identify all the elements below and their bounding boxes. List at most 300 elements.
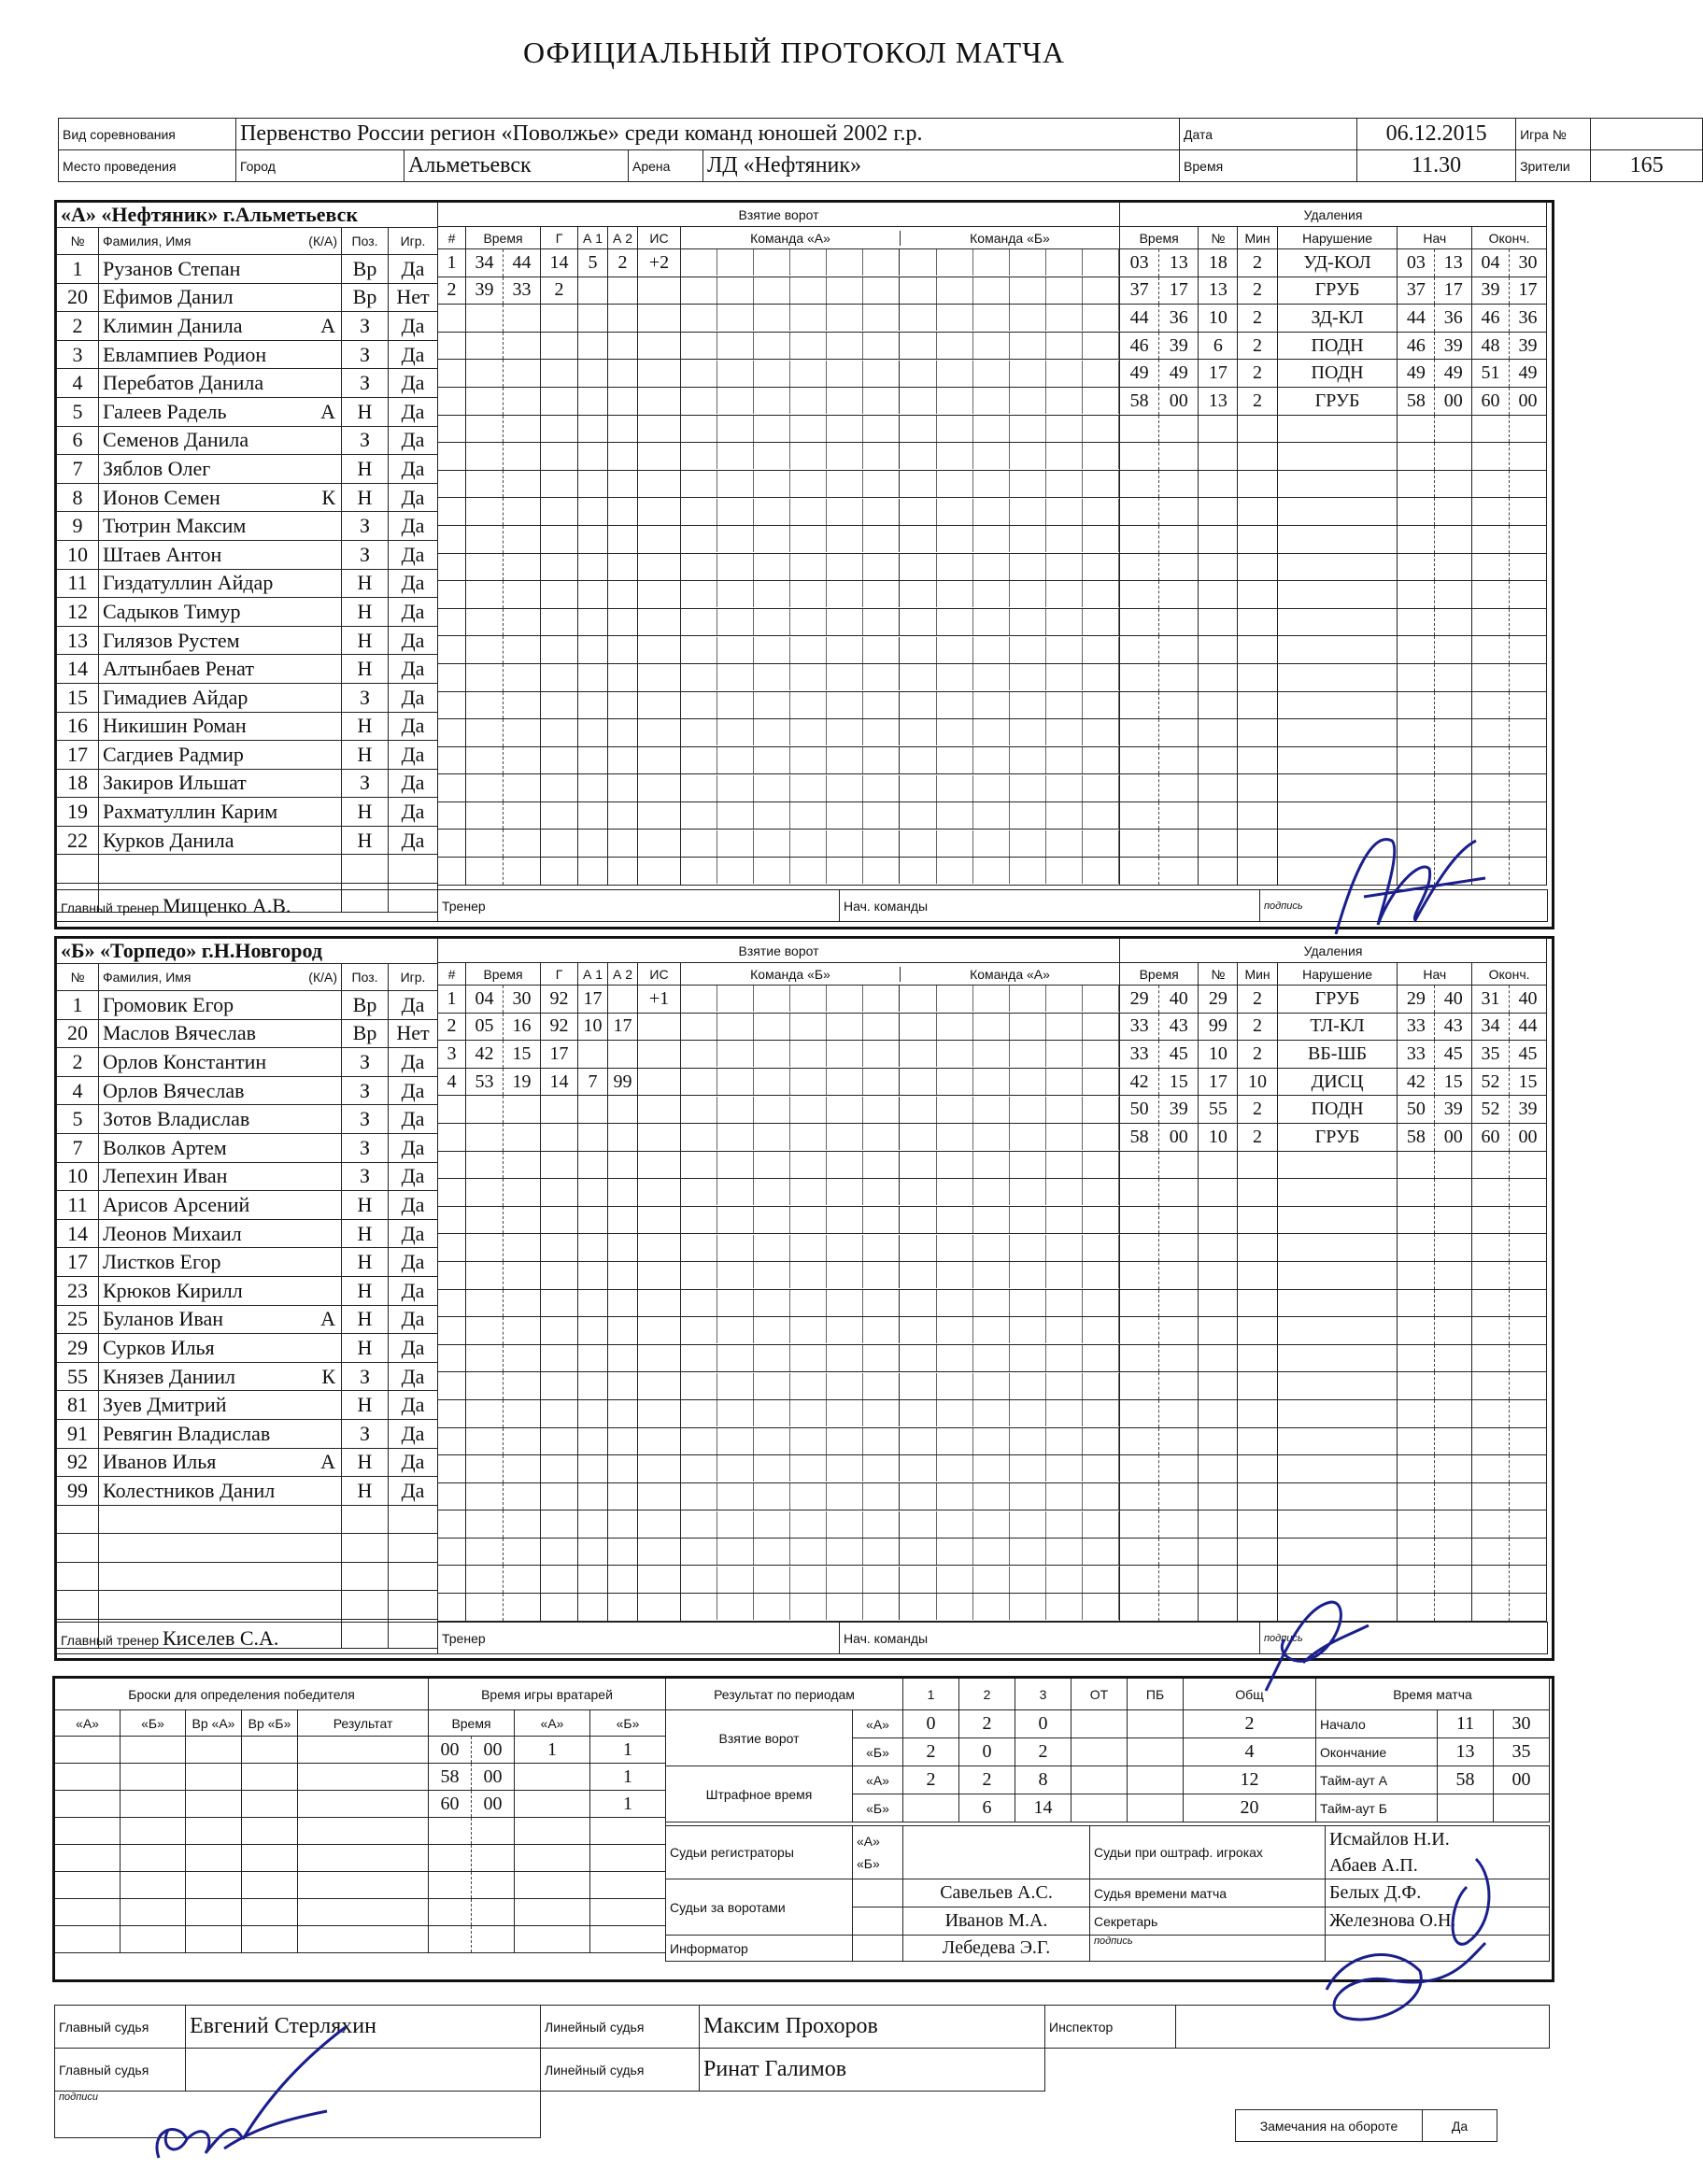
pen-col-min-b: Мин [1238, 963, 1277, 986]
player-number: 92 [57, 1448, 99, 1477]
goal-assist-2 [608, 1206, 638, 1234]
game-value [1591, 119, 1703, 150]
goal-min [466, 498, 504, 526]
pen-player [1199, 498, 1238, 526]
goal-grid-subcell [827, 1428, 863, 1454]
goal-assist-1 [578, 1041, 608, 1069]
pen-start-min [1398, 1372, 1435, 1400]
goal-grid-subcell [937, 747, 973, 773]
pen-min [1120, 1455, 1159, 1483]
main-ref-label-1: Главный судья [55, 2006, 186, 2049]
goal-grid-subcell [900, 333, 936, 359]
player-number: 6 [57, 426, 99, 455]
head-coach-label-a: Главный тренер [61, 900, 159, 915]
goal-assist-1 [578, 1510, 608, 1539]
team-a-penalties [1119, 202, 1547, 886]
goalie-sec: 00 [472, 1737, 515, 1764]
pen-sec [1159, 1427, 1199, 1455]
goal-grid-subcell [681, 1179, 717, 1205]
goal-sec [504, 1096, 541, 1124]
goal-scorer [541, 332, 578, 360]
goal-strength [638, 801, 681, 830]
pen-col-num-b: № [1199, 963, 1238, 986]
place-label: Место проведения [59, 150, 236, 182]
goal-grid-cell [681, 830, 1120, 858]
goal-grid-subcell [863, 692, 900, 718]
goal-grid-subcell [754, 986, 790, 1012]
penalty-row [1120, 1427, 1547, 1455]
player-played: Да [389, 1162, 438, 1191]
player-name: Леонов Михаил [103, 1221, 242, 1245]
officials-sign-label: подпись [1090, 1936, 1326, 1962]
pen-start-sec [1435, 1151, 1472, 1179]
pen-min [1120, 608, 1159, 636]
pen-player: 10 [1199, 305, 1238, 333]
goal-grid-cell [681, 1096, 1120, 1124]
pen-violation: ТЛ-КЛ [1277, 1013, 1398, 1041]
player-name-cell [99, 369, 342, 398]
goal-min [466, 1399, 504, 1427]
pen-start-sec [1435, 415, 1472, 443]
pen-b-label: «Б» [853, 1794, 903, 1822]
goal-grid-subcell [937, 719, 973, 745]
goal-min [466, 608, 504, 636]
pen-start-min [1398, 1206, 1435, 1234]
goal-grid-subcell [1010, 249, 1046, 276]
pen-start-min [1398, 1538, 1435, 1566]
pen-player [1199, 1151, 1238, 1179]
goal-grid-subcell [1046, 1317, 1083, 1343]
player-name: Громовик Егор [103, 992, 234, 1016]
pen-sec [1159, 1261, 1199, 1289]
goal-grid-subcell [973, 664, 1010, 690]
pen-sec [1159, 774, 1199, 802]
pen-sec [1159, 1151, 1199, 1179]
goal-grid-subcell [827, 1567, 863, 1593]
goal-sec [504, 387, 541, 415]
goal-sec [504, 1455, 541, 1483]
goal-grid-subcell [790, 802, 827, 829]
pen-start-min [1398, 1317, 1435, 1345]
goal-grid-subcell [1083, 1179, 1119, 1205]
competition-label: Вид соревнования [59, 119, 236, 150]
pen-end-min [1472, 1317, 1510, 1345]
goal-grid-subcell [937, 1511, 973, 1538]
goal-grid-subcell [754, 664, 790, 690]
goal-grid-cell [681, 1594, 1120, 1622]
goal-grid-subcell [717, 986, 754, 1012]
pen-start-min [1398, 1151, 1435, 1179]
pen-sec [1159, 1455, 1199, 1483]
goal-assist-2 [608, 581, 638, 609]
pen-start-sec [1435, 1344, 1472, 1372]
player-name: Арисов Арсений [103, 1192, 250, 1216]
goal-number [438, 1096, 466, 1124]
goal-grid-subcell [1010, 1097, 1046, 1123]
goal-grid-subcell [1083, 277, 1119, 304]
player-played: Да [389, 340, 438, 369]
goal-grid-subcell [1046, 747, 1083, 773]
pen-min [1120, 774, 1159, 802]
player-name-cell [99, 1534, 342, 1563]
pen-col-start: Нач [1398, 227, 1472, 249]
goal-grid-cell [681, 1013, 1120, 1041]
goals-a-p2: 2 [959, 1710, 1015, 1738]
goal-grid-subcell [1010, 1428, 1046, 1454]
pen-end-min: 52 [1472, 1096, 1510, 1124]
goal-grid-subcell [681, 526, 717, 552]
goalie-b: 1 [590, 1791, 666, 1818]
goal-grid-subcell [1083, 1235, 1119, 1261]
goal-grid-subcell [827, 471, 863, 497]
goal-number [438, 719, 466, 747]
goal-strength [638, 1123, 681, 1151]
pen-min [1120, 553, 1159, 581]
goal-col-team-a: Команда «А» [681, 231, 901, 246]
head-coach-a: Мищенко А.В. [162, 893, 291, 917]
goal-grid-subcell [754, 1428, 790, 1454]
goal-grid-subcell [973, 443, 1010, 469]
pen-min [1120, 663, 1159, 691]
pen-min: 42 [1120, 1068, 1159, 1096]
goal-row [438, 1123, 1120, 1151]
goal-assist-1 [578, 746, 608, 774]
goal-strength [638, 1399, 681, 1427]
goal-grid-subcell [900, 1539, 936, 1565]
pen-duration [1238, 1538, 1277, 1566]
pen-end-min [1472, 1206, 1510, 1234]
pen-min [1120, 636, 1159, 664]
goal-min [466, 1206, 504, 1234]
goal-row [438, 1566, 1120, 1594]
goal-grid-subcell [973, 416, 1010, 442]
player-number: 23 [57, 1276, 99, 1305]
goal-grid-subcell [900, 1594, 936, 1620]
pen-violation: ГРУБ [1277, 387, 1398, 415]
goal-grid-subcell [681, 554, 717, 580]
goal-grid-subcell [717, 1041, 754, 1067]
player-position: Н [342, 1305, 389, 1334]
goal-grid-subcell [863, 443, 900, 469]
pen-min: 37 [1120, 277, 1159, 305]
pen-start-min [1398, 608, 1435, 636]
goal-grid [681, 1400, 1119, 1426]
goal-grid-subcell [681, 1262, 717, 1288]
goal-grid-subcell [937, 1041, 973, 1067]
goal-assist-2 [608, 691, 638, 719]
goal-grid-subcell [1010, 692, 1046, 718]
penalty-row [1120, 443, 1547, 471]
goal-grid-subcell [1046, 802, 1083, 829]
goal-grid-subcell [900, 361, 936, 387]
player-number: 11 [57, 569, 99, 598]
goal-grid-subcell [937, 692, 973, 718]
team-b-goals [437, 938, 1120, 1622]
goal-grid-subcell [717, 1014, 754, 1040]
pen-end-min [1472, 719, 1510, 747]
player-name-cell [99, 626, 342, 655]
goal-grid-subcell [790, 471, 827, 497]
player-number: 14 [57, 1219, 99, 1248]
goal-grid-subcell [1010, 1455, 1046, 1482]
pen-start-sec: 49 [1435, 360, 1472, 388]
goal-grid-subcell [1046, 1290, 1083, 1316]
goal-strength [638, 1344, 681, 1372]
player-played: Да [389, 1448, 438, 1477]
goal-grid-subcell [973, 333, 1010, 359]
goal-grid-subcell [973, 388, 1010, 414]
pen-sec [1159, 858, 1199, 886]
pen-end-min [1472, 608, 1510, 636]
goal-grid-subcell [973, 554, 1010, 580]
penalty-row [1120, 1289, 1547, 1317]
pen-violation [1277, 415, 1398, 443]
pen-sec [1159, 1344, 1199, 1372]
goal-assist-2 [608, 277, 638, 305]
goal-grid-subcell [1083, 986, 1119, 1012]
table-row [57, 1362, 438, 1391]
player-name-cell [99, 712, 342, 741]
goal-assist-1 [578, 691, 608, 719]
col-ka: (К/А) [308, 234, 337, 248]
goal-grid-subcell [937, 1124, 973, 1150]
player-position [342, 1591, 389, 1620]
player-name-cell [99, 991, 342, 1020]
goal-grid-subcell [1046, 1455, 1083, 1482]
player-number: 7 [57, 1133, 99, 1162]
goal-grid-subcell [827, 1483, 863, 1510]
goal-grid-subcell [1083, 1014, 1119, 1040]
goal-grid-subcell [827, 637, 863, 663]
pen-end-sec [1509, 858, 1546, 886]
goal-row [438, 1261, 1120, 1289]
pen-end-sec: 00 [1509, 387, 1546, 415]
goal-min [466, 443, 504, 471]
goal-assist-1 [578, 1594, 608, 1622]
goal-number [438, 1399, 466, 1427]
goal-grid-subcell [973, 1014, 1010, 1040]
goal-grid-cell [681, 581, 1120, 609]
table-row [57, 483, 438, 512]
goal-grid-subcell [827, 802, 863, 829]
pen-start-min [1398, 746, 1435, 774]
goal-grid-subcell [1010, 747, 1046, 773]
penalty-row [1120, 332, 1547, 360]
shootout-gka: Вр «А» [186, 1710, 242, 1737]
player-name: Курков Данила [103, 828, 234, 852]
player-played: Да [389, 1248, 438, 1277]
goal-grid-subcell [790, 1097, 827, 1123]
goal-grid-subcell [1083, 361, 1119, 387]
period-pb: ПБ [1128, 1679, 1184, 1710]
player-name-cell [99, 1133, 342, 1162]
pen-start-min [1398, 1234, 1435, 1262]
pen-label: Штрафное время [666, 1766, 853, 1822]
goal-scorer: 2 [541, 277, 578, 305]
goal-assist-2 [608, 1123, 638, 1151]
goal-grid-subcell [937, 1069, 973, 1095]
team-b-title: «Б» «Торпедо» г.Н.Новгород [57, 939, 438, 964]
goal-col-team-b2: Команда «Б» [681, 967, 901, 982]
pen-duration: 2 [1238, 332, 1277, 360]
pen-end-min [1472, 636, 1510, 664]
goal-grid-subcell [973, 747, 1010, 773]
goal-grid-subcell [790, 986, 827, 1012]
goal-grid-subcell [827, 249, 863, 276]
goal-grid-subcell [754, 443, 790, 469]
goal-grid-subcell [827, 1069, 863, 1095]
goal-scorer [541, 691, 578, 719]
pen-start-sec: 00 [1435, 387, 1472, 415]
goal-grid-subcell [863, 388, 900, 414]
pen-col-end: Оконч. [1472, 227, 1547, 249]
pen-min [1120, 470, 1159, 498]
player-position: Н [342, 598, 389, 627]
goal-assist-2 [608, 719, 638, 747]
goal-grid [681, 664, 1119, 690]
pen-start-min [1398, 774, 1435, 802]
pen-start-min [1398, 1566, 1435, 1594]
goal-grid [681, 361, 1119, 387]
goal-grid-cell [681, 1455, 1120, 1483]
pen-start-min [1398, 1344, 1435, 1372]
goal-grid-subcell [681, 333, 717, 359]
penalty-row [1120, 277, 1547, 305]
goal-grid-subcell [900, 719, 936, 745]
pen-sec [1159, 830, 1199, 858]
pen-end-min: 48 [1472, 332, 1510, 360]
goal-assist-2 [608, 525, 638, 553]
pen-end-sec [1509, 830, 1546, 858]
goal-assist-1 [578, 1261, 608, 1289]
table-row [57, 655, 438, 684]
goal-assist-1 [578, 305, 608, 333]
table-row [57, 769, 438, 798]
player-position: З [342, 1133, 389, 1162]
pen-player [1199, 1372, 1238, 1400]
player-position: З [342, 512, 389, 541]
player-name-cell [99, 1562, 342, 1591]
goalie-sec: 00 [472, 1764, 515, 1791]
goal-grid-subcell [754, 858, 790, 884]
goal-grid-cell [681, 858, 1120, 886]
pen-end-sec: 15 [1509, 1068, 1546, 1096]
pen-sec [1159, 1206, 1199, 1234]
goal-grid-subcell [754, 1235, 790, 1261]
goal-scorer [541, 1538, 578, 1566]
pen-sec [1159, 1179, 1199, 1207]
pen-start-sec: 43 [1435, 1013, 1472, 1041]
goal-number [438, 858, 466, 886]
goal-grid-subcell [937, 499, 973, 525]
goal-grid-cell [681, 1538, 1120, 1566]
goal-strength [638, 1289, 681, 1317]
goal-grid-subcell [1010, 1235, 1046, 1261]
pen-start-sec [1435, 1399, 1472, 1427]
pen-end-min [1472, 1234, 1510, 1262]
goals-a-p3: 0 [1015, 1710, 1071, 1738]
pen-start-min [1398, 1510, 1435, 1539]
penalty-row [1120, 1123, 1547, 1151]
pen-min: 58 [1120, 1123, 1159, 1151]
goal-grid-subcell [863, 249, 900, 276]
goal-sec: 16 [504, 1013, 541, 1041]
goal-grid-subcell [790, 499, 827, 525]
goal-grid-subcell [827, 1594, 863, 1620]
pen-start-min [1398, 1399, 1435, 1427]
pen-min: 33 [1120, 1013, 1159, 1041]
player-played: Да [389, 1048, 438, 1077]
goal-grid-subcell [754, 305, 790, 331]
goal-grid-subcell [863, 1400, 900, 1426]
captain-label-a: Нач. команды [840, 890, 1260, 922]
goal-grid-subcell [754, 526, 790, 552]
goal-assist-1 [578, 1289, 608, 1317]
goal-number [438, 1427, 466, 1455]
penalty-row [1120, 774, 1547, 802]
pen-end-min: 52 [1472, 1068, 1510, 1096]
goal-min [466, 1123, 504, 1151]
period-total: Общ [1184, 1679, 1316, 1710]
goal-strength [638, 332, 681, 360]
goal-grid-subcell [1046, 1511, 1083, 1538]
goal-strength [638, 1261, 681, 1289]
goal-grid-subcell [717, 1428, 754, 1454]
goal-grid-subcell [754, 581, 790, 607]
signature-label-b: подпись [1260, 1623, 1548, 1654]
goal-grid-subcell [790, 361, 827, 387]
pen-end-min [1472, 1289, 1510, 1317]
goal-grid-subcell [1010, 1567, 1046, 1593]
goal-number [438, 1179, 466, 1207]
goal-sec [504, 1123, 541, 1151]
pen-end-sec: 45 [1509, 1041, 1546, 1069]
pen-min [1120, 1344, 1159, 1372]
goal-strength [638, 581, 681, 609]
player-name-cell [99, 1334, 342, 1363]
player-played: Да [389, 1191, 438, 1220]
pen-violation [1277, 691, 1398, 719]
timeout-a-h: 58 [1438, 1766, 1494, 1794]
goal-grid-cell [681, 1179, 1120, 1207]
goal-min: 39 [466, 277, 504, 305]
goal-grid [681, 526, 1119, 552]
goal-scorer [541, 1594, 578, 1622]
goal-grid-subcell [1046, 249, 1083, 276]
player-name-cell [99, 1219, 342, 1248]
goal-grid-subcell [937, 1235, 973, 1261]
player-name-cell [99, 769, 342, 798]
pen-start-sec: 39 [1435, 1096, 1472, 1124]
goal-grid-subcell [973, 277, 1010, 304]
goal-number [438, 608, 466, 636]
goal-grid-subcell [1010, 1124, 1046, 1150]
player-number: 10 [57, 540, 99, 569]
goal-grid-subcell [754, 1567, 790, 1593]
pen-end-min: 31 [1472, 986, 1510, 1014]
pen-start-min [1398, 581, 1435, 609]
pen-start-sec [1435, 1594, 1472, 1622]
goal-assist-1 [578, 553, 608, 581]
pen-col-time: Время [1120, 227, 1199, 249]
goal-grid-subcell [681, 858, 717, 884]
goal-grid [681, 609, 1119, 635]
table-row [57, 1191, 438, 1220]
goal-grid-subcell [717, 526, 754, 552]
pen-duration [1238, 719, 1277, 747]
goal-scorer [541, 470, 578, 498]
pen-duration: 2 [1238, 305, 1277, 333]
